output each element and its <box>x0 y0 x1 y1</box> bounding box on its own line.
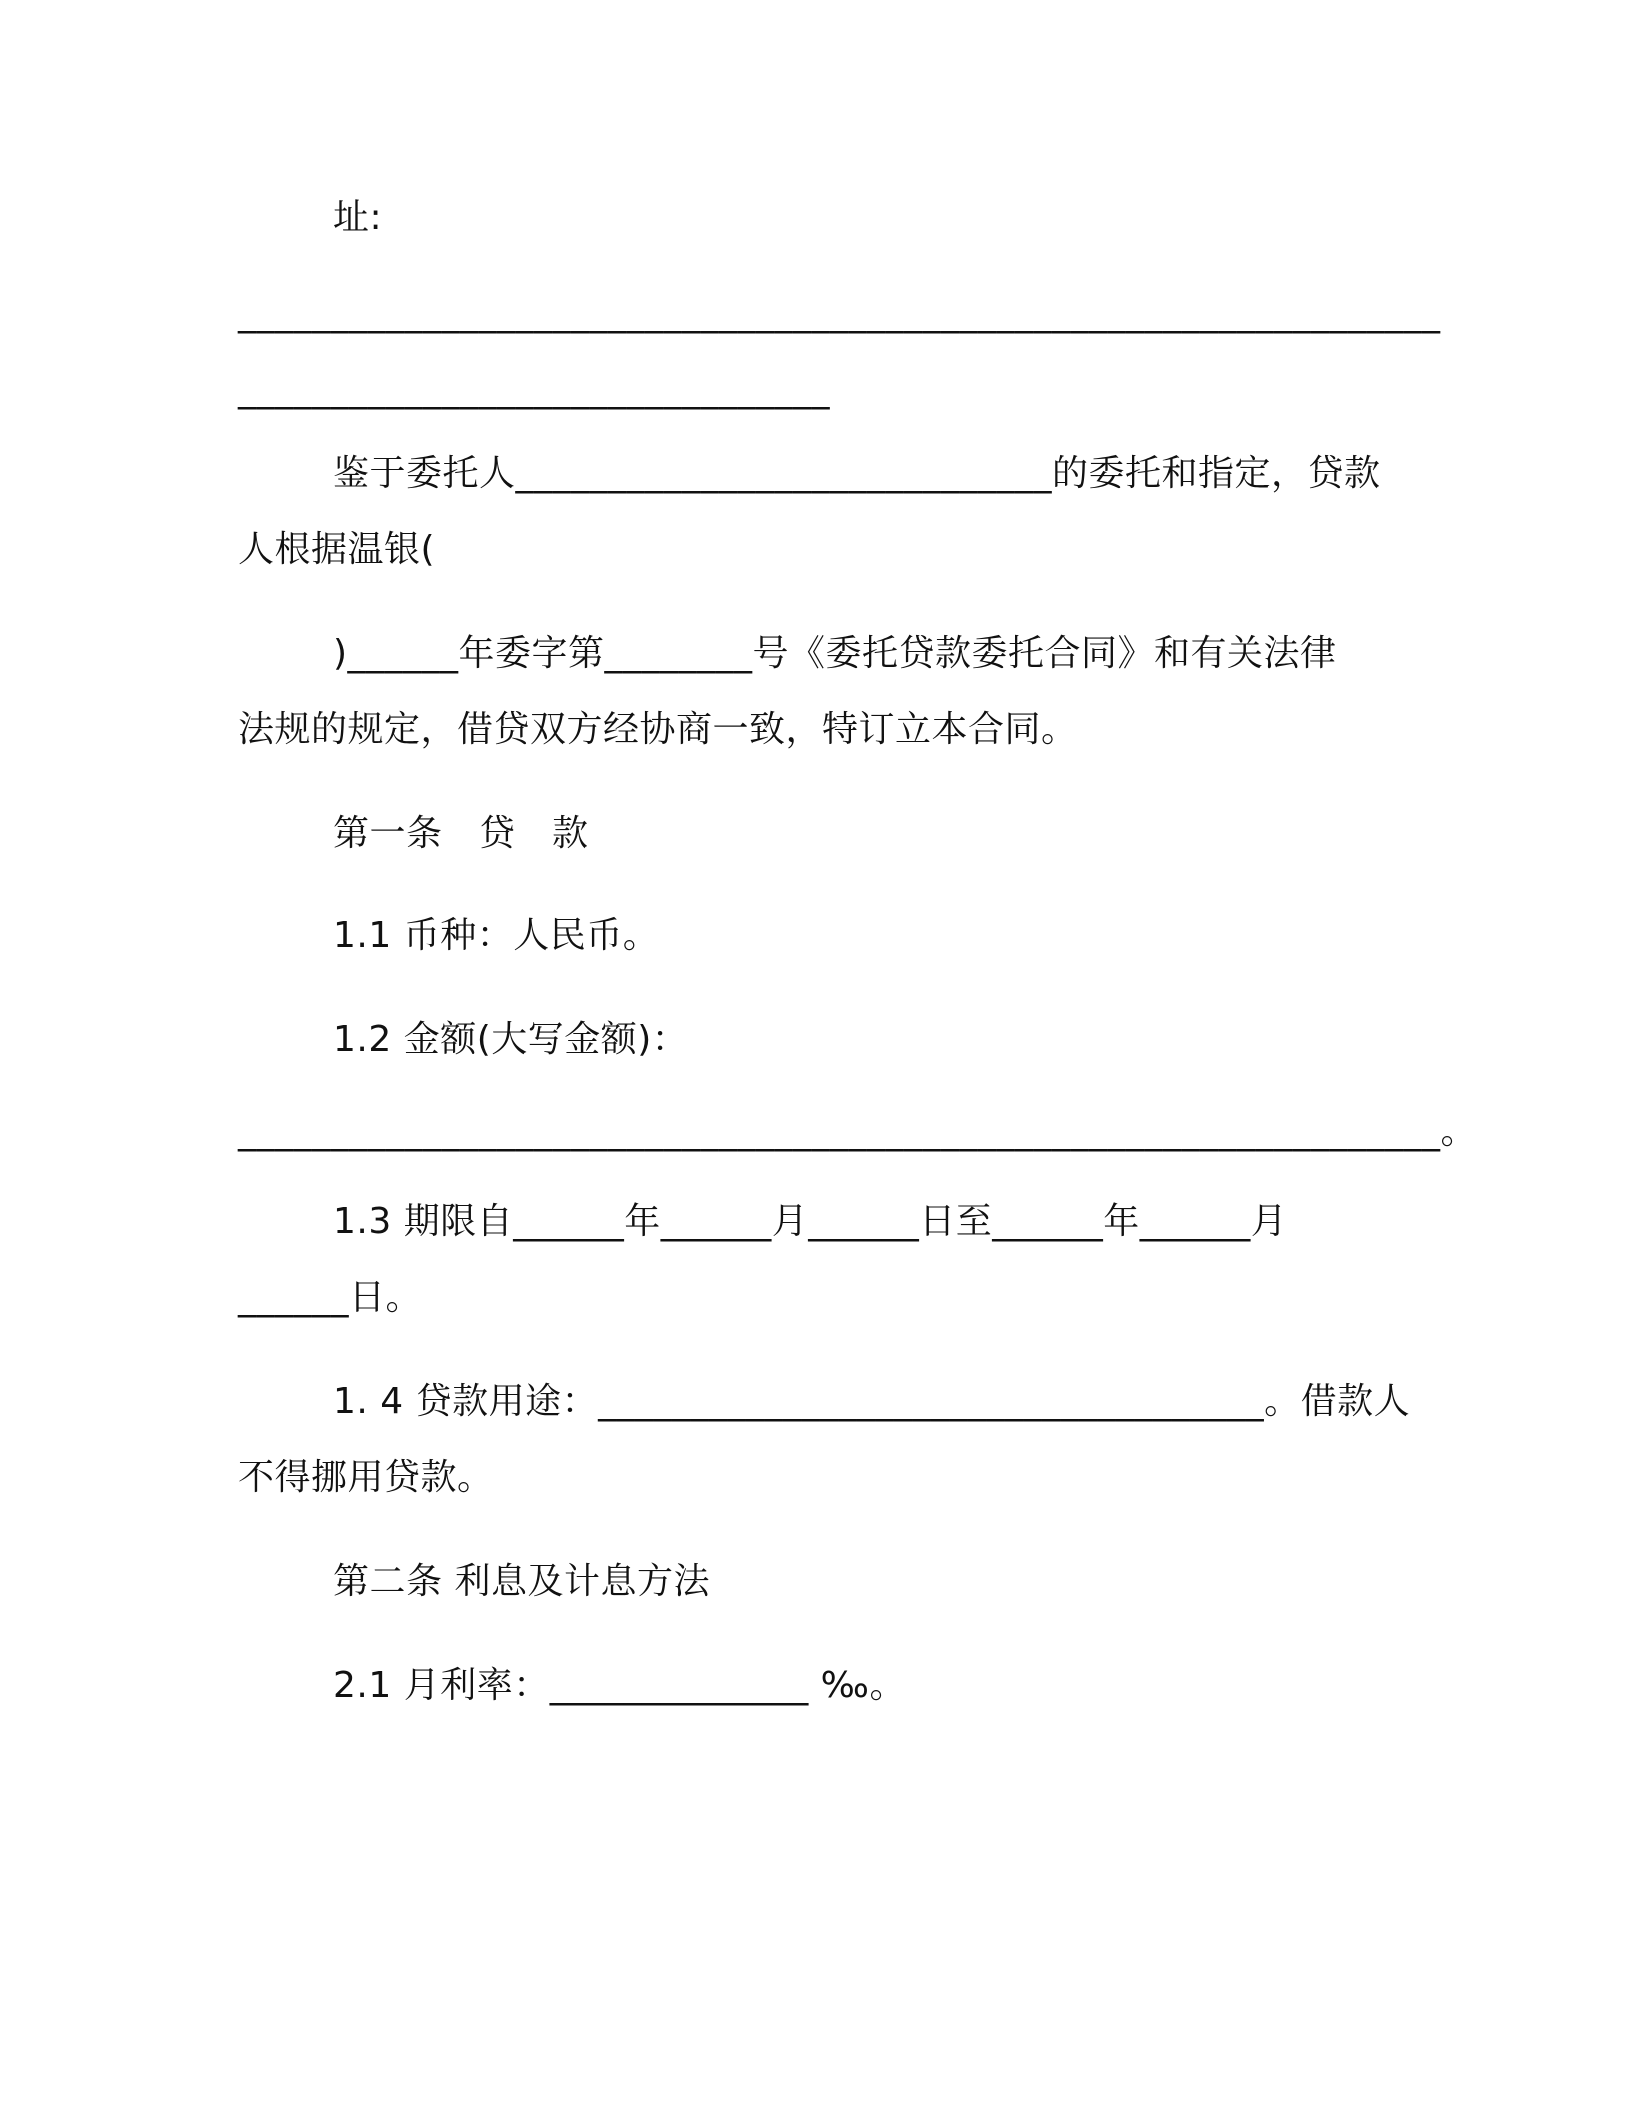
preamble-line-3: )______年委字第________号《委托贷款委托合同》和有关法律 <box>333 633 1337 674</box>
clause-1-4-line-1: 1. 4 贷款用途：____________________________________。借款人 <box>333 1381 1411 1422</box>
address-blank-line-2: ________________________________ <box>238 369 830 410</box>
preamble-line-1: 鉴于委托人_____________________________的委托和指定，贷款 <box>333 453 1381 494</box>
clause-1-2: 1.2 金额(大写金额)： <box>333 1019 689 1060</box>
address-blank-line-1: _________________________________________________________________ <box>238 293 1441 334</box>
clause-1-3-line-1: 1.3 期限自______年______月______日至______年______月 <box>333 1201 1288 1242</box>
amount-blank-line: _________________________________________________________________。 <box>238 1111 1477 1152</box>
article-2-heading: 第二条 利息及计息方法 <box>333 1561 710 1602</box>
preamble-line-4: 法规的规定，借贷双方经协商一致，特订立本合同。 <box>238 709 1078 750</box>
clause-1-1: 1.1 币种：人民币。 <box>333 915 660 956</box>
clause-2-1: 2.1 月利率：______________ ‰。 <box>333 1665 906 1706</box>
preamble-line-2: 人根据温银( <box>238 529 436 570</box>
address-label: 址: <box>333 197 383 238</box>
clause-1-3-line-2: ______日。 <box>238 1277 423 1318</box>
article-1-heading: 第一条 贷 款 <box>333 813 589 854</box>
clause-1-4-line-2: 不得挪用贷款。 <box>238 1457 494 1498</box>
